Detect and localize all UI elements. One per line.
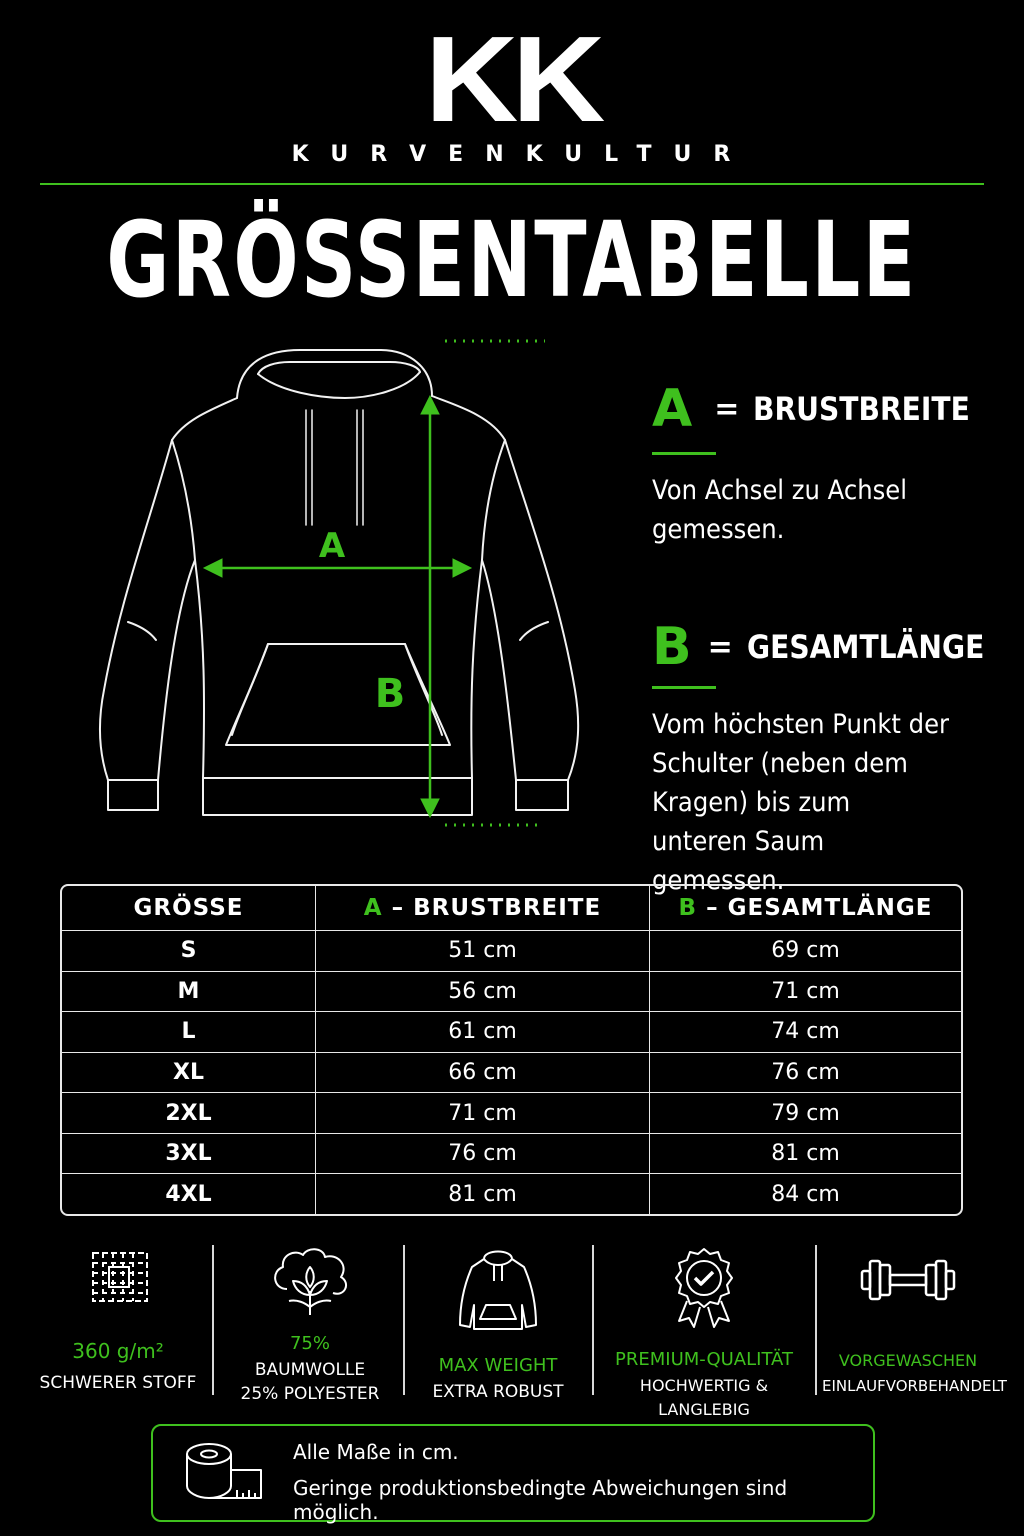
total-length-cell: 76 cm <box>650 1053 961 1094</box>
feature-fabric <box>30 1245 206 1395</box>
cotton-flower-icon <box>267 1245 353 1317</box>
feature-prewashed <box>822 1245 1007 1398</box>
feature-divider <box>815 1245 817 1395</box>
header-chest-width <box>316 886 650 931</box>
chest-width-cell: 56 cm <box>316 972 650 1013</box>
chest-width-cell: 51 cm <box>316 931 650 972</box>
feature-divider <box>212 1245 214 1395</box>
definition-b-underline <box>652 686 716 689</box>
size-cell: XL <box>62 1053 316 1094</box>
feature-divider <box>403 1245 405 1395</box>
table-row <box>62 1093 961 1134</box>
hood-outline <box>237 350 432 398</box>
total-length-cell: 71 cm <box>650 972 961 1013</box>
table-row <box>62 931 961 972</box>
chest-width-cell: 61 cm <box>316 1012 650 1053</box>
note-box <box>151 1424 875 1522</box>
table-header-row <box>62 886 961 931</box>
feature-robust-line2: EXTRA ROBUST <box>432 1382 564 1402</box>
size-table <box>60 884 963 1216</box>
feature-fabric-line2: SCHWERER STOFF <box>39 1373 197 1393</box>
size-cell: M <box>62 972 316 1013</box>
size-cell: S <box>62 931 316 972</box>
definition-a-equals: = <box>714 391 740 427</box>
header-b-letter: B <box>678 895 698 921</box>
definition-a-underline <box>652 452 716 455</box>
definition-a-text: Von Achsel zu Achsel gemessen. <box>652 475 907 545</box>
fabric-weave-icon <box>85 1245 155 1309</box>
definition-a <box>652 374 1000 549</box>
size-cell: 2XL <box>62 1093 316 1134</box>
header-b-label: – GESAMTLÄNGE <box>706 895 933 921</box>
note-line-2: Geringe produktionsbedingte Abweichungen sind möglich. <box>293 1476 788 1524</box>
definition-b-letter: B <box>652 617 692 677</box>
definition-a-name: BRUSTBREITE <box>753 390 971 428</box>
total-length-cell: 81 cm <box>650 1134 961 1175</box>
table-row <box>62 1134 961 1175</box>
header-total-length <box>650 886 961 931</box>
header-size: GRÖSSE <box>62 886 316 931</box>
feature-material <box>222 1245 398 1406</box>
feature-material-line1: 75% <box>289 1333 330 1354</box>
table-row <box>62 1053 961 1094</box>
brand-name: KURVENKULTUR <box>291 142 753 167</box>
total-length-cell: 79 cm <box>650 1093 961 1134</box>
page-title: GRÖSSENTABELLE <box>106 199 918 321</box>
feature-robust <box>410 1245 586 1404</box>
definition-b-text: Vom höchsten Punkt der Schulter (neben dem Kragen) bis zum unteren Saum gemessen. <box>652 709 950 896</box>
size-cell: 4XL <box>62 1174 316 1214</box>
dumbbell-icon <box>858 1245 958 1315</box>
total-length-arrow <box>421 396 439 817</box>
total-length-cell: 84 cm <box>771 1181 840 1207</box>
definition-b-equals: = <box>707 629 733 665</box>
total-length-cell: 69 cm <box>650 931 961 972</box>
header-a-letter: A <box>363 895 383 921</box>
table-row <box>62 972 961 1013</box>
chest-width-cell: 71 cm <box>316 1093 650 1134</box>
feature-prewashed-line1: VORGEWASCHEN <box>838 1351 978 1370</box>
feature-quality <box>600 1245 808 1422</box>
quality-badge-icon <box>669 1245 739 1329</box>
feature-quality-line1: PREMIUM-QUALITÄT <box>615 1349 793 1370</box>
hoodie-icon <box>456 1245 540 1333</box>
size-cell: 3XL <box>62 1134 316 1175</box>
feature-fabric-line1: 360 g/m² <box>72 1339 164 1363</box>
diagram-label-b: B <box>374 671 406 717</box>
chest-width-cell: 66 cm <box>316 1053 650 1094</box>
feature-quality-line2: HOCHWERTIG & LANGLEBIG <box>639 1376 769 1419</box>
definition-a-letter: A <box>652 379 693 439</box>
feature-material-line3: 25% POLYESTER <box>240 1384 380 1404</box>
chest-width-cell: 76 cm <box>316 1134 650 1175</box>
feature-prewashed-line2: EINLAUFVORBEHANDELT <box>822 1377 1007 1395</box>
total-length-cell: 74 cm <box>650 1012 961 1053</box>
feature-robust-line1: MAX WEIGHT <box>438 1355 558 1376</box>
header-divider <box>40 183 984 185</box>
size-cell: L <box>62 1012 316 1053</box>
hoodie-diagram <box>90 330 590 835</box>
measuring-tape-icon <box>183 1440 265 1504</box>
header-a-label: – BRUSTBREITE <box>391 895 602 921</box>
feature-divider <box>592 1245 594 1395</box>
feature-material-line2: BAUMWOLLE <box>254 1360 366 1380</box>
chest-width-cell: 81 cm <box>316 1174 650 1214</box>
diagram-label-a: A <box>318 526 346 566</box>
brand-logo: KK <box>424 11 600 147</box>
table-row <box>62 1012 961 1053</box>
note-line-1: Alle Maße in cm. <box>293 1440 459 1464</box>
definition-b <box>652 612 1016 900</box>
definition-b-name: GESAMTLÄNGE <box>746 628 985 666</box>
table-row <box>62 1174 961 1214</box>
